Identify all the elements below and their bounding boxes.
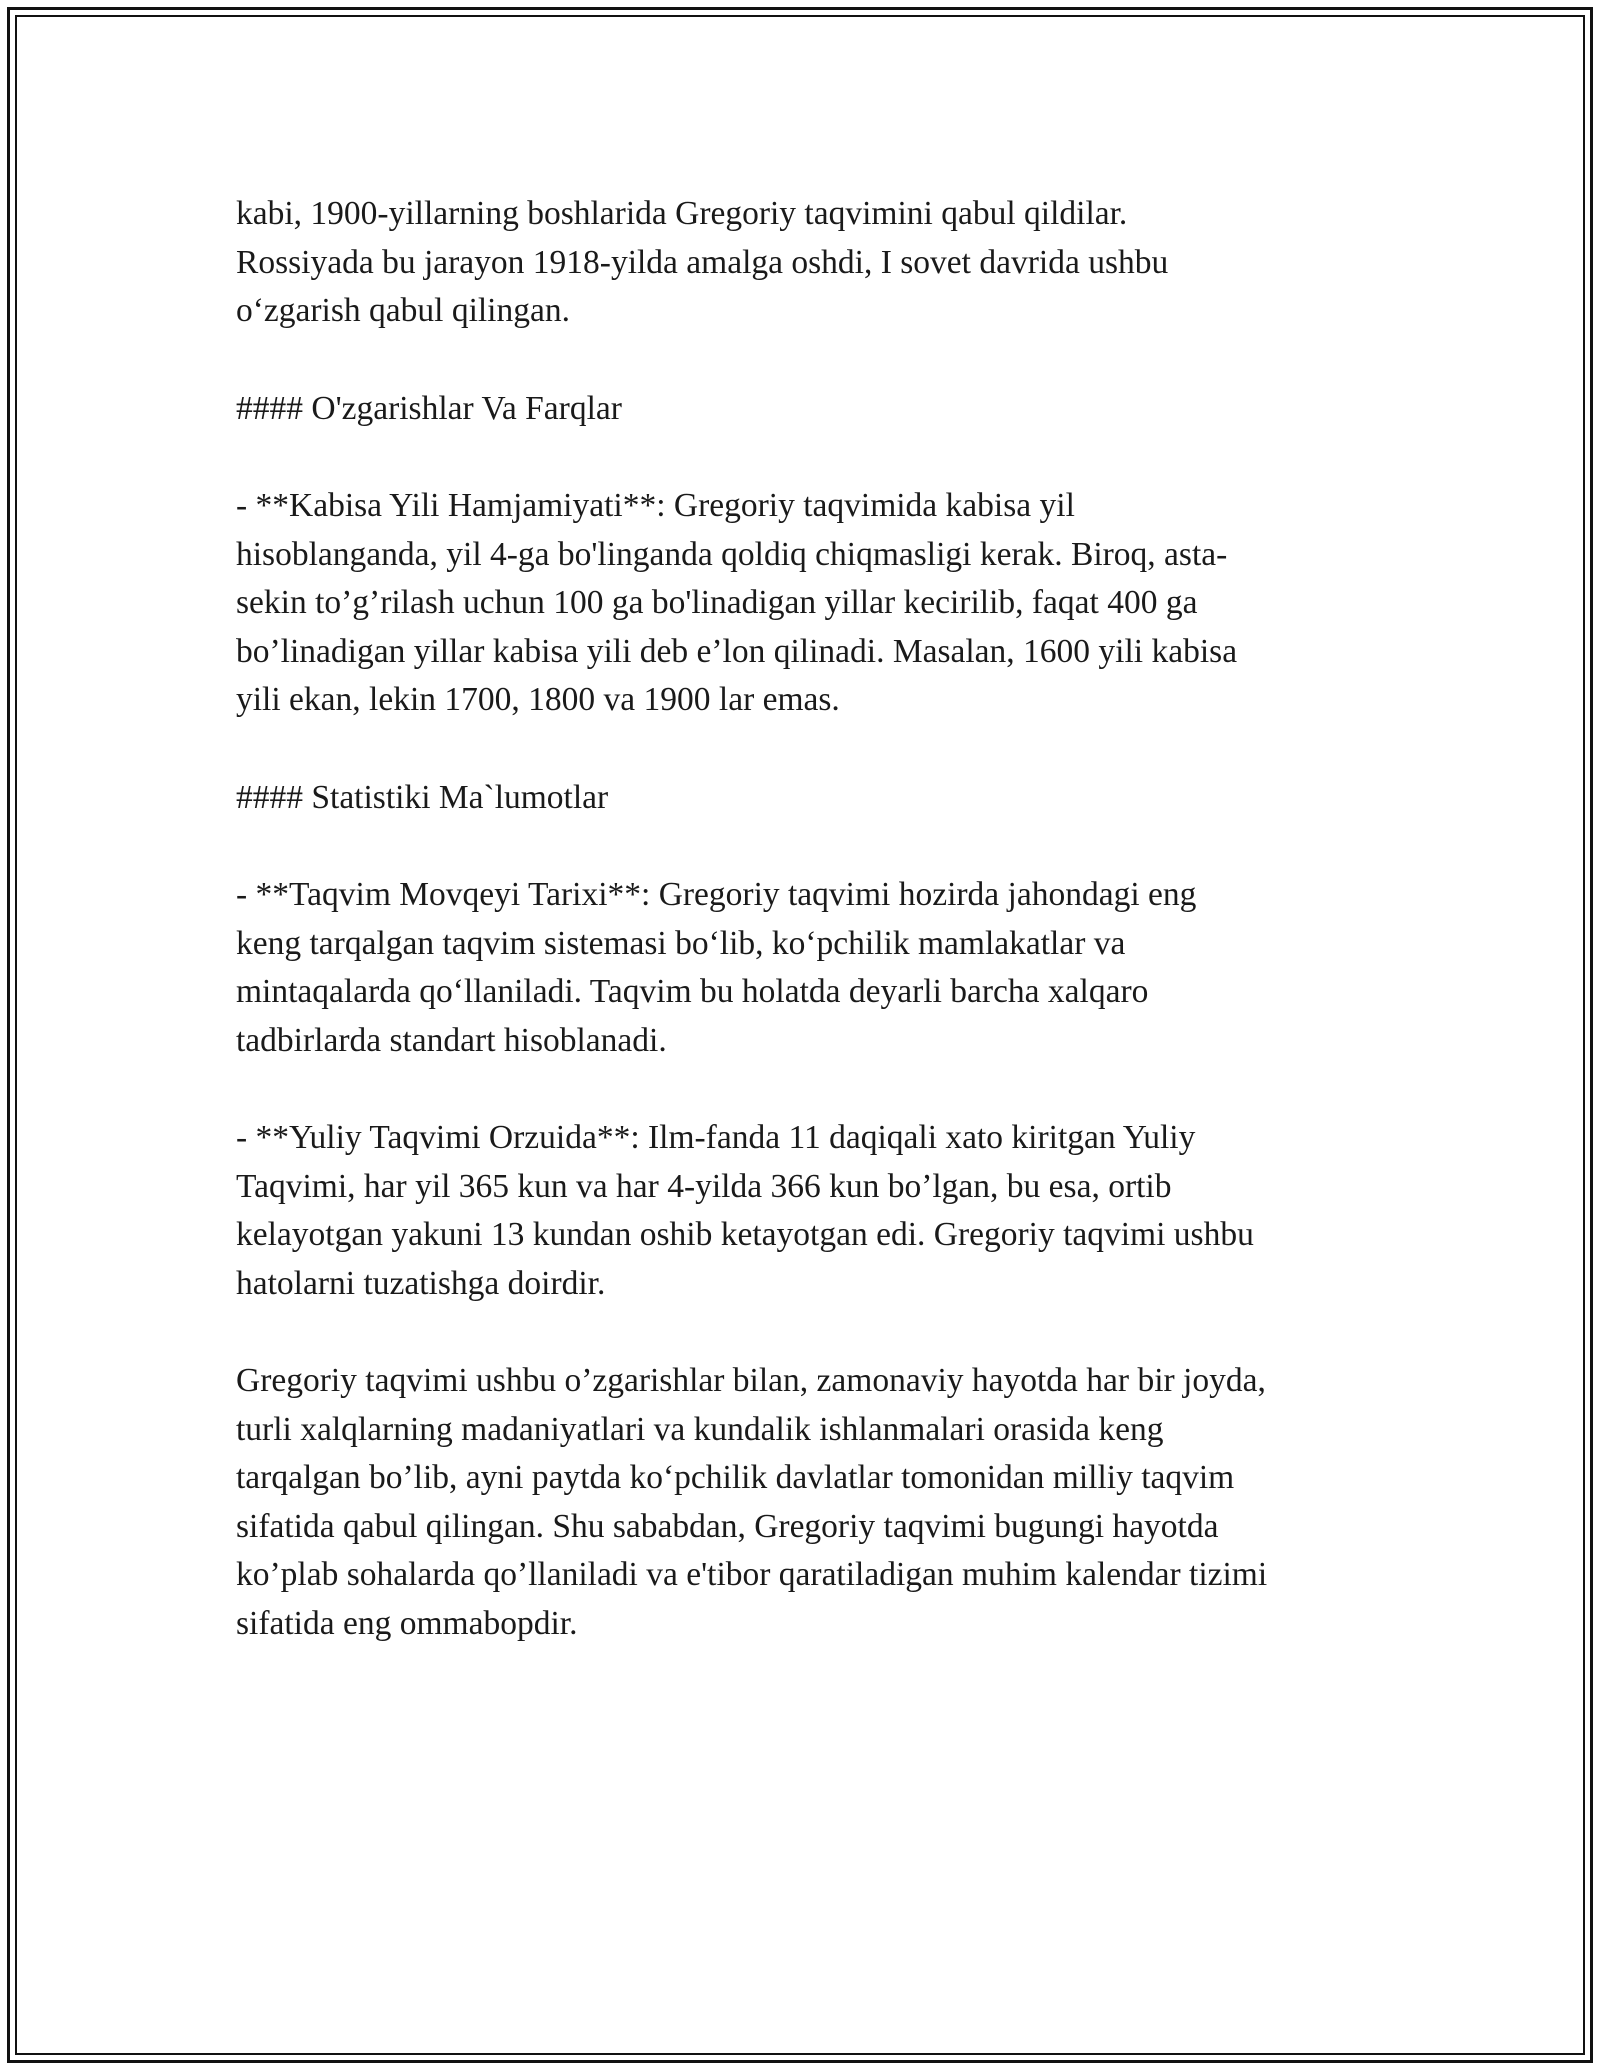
text-line: o‘zgarish qabul qilingan. bbox=[236, 292, 570, 329]
text-line: sekin to’g’rilash uchun 100 ga bo'linadigan yillar kecirilib, faqat 400 ga bbox=[236, 584, 1198, 621]
conclusion-paragraph bbox=[236, 1357, 1366, 1648]
text-line: mintaqalarda qo‘llaniladi. Taqvim bu holatda deyarli barcha xalqaro bbox=[236, 973, 1149, 1010]
text-line: kabi, 1900-yillarning boshlarida Gregoriy taqvimini qabul qildilar. bbox=[236, 195, 1128, 232]
text-line: #### Statistiki Ma`lumotlar bbox=[236, 778, 609, 816]
text-line: Gregoriy taqvimi ushbu o’zgarishlar bilan, zamonaviy hayotda har bir joyda, bbox=[236, 1362, 1266, 1399]
text-line: hisoblanganda, yil 4-ga bo'linganda qoldiq chiqmasligi kerak. Biroq, asta- bbox=[236, 535, 1228, 573]
intro-paragraph bbox=[236, 190, 1366, 336]
heading-statistiki bbox=[236, 774, 1366, 823]
kabisa-paragraph bbox=[236, 482, 1366, 725]
yuliy-taqvimi-paragraph bbox=[236, 1114, 1366, 1308]
text-line: - **Taqvim Movqeyi Tarixi**: Gregoriy taqvimi hozirda jahondagi eng bbox=[236, 876, 1197, 913]
text-line: sifatida eng ommabopdir. bbox=[236, 1604, 578, 1642]
taqvim-movqeyi-paragraph bbox=[236, 871, 1366, 1065]
text-line: yili ekan, lekin 1700, 1800 va 1900 lar emas. bbox=[236, 681, 840, 718]
text-line: - **Kabisa Yili Hamjamiyati**: Gregoriy taqvimida kabisa yil bbox=[236, 487, 1075, 524]
text-line: #### O'zgarishlar Va Farqlar bbox=[236, 389, 622, 427]
text-line: tarqalgan bo’lib, ayni paytda ko‘pchilik davlatlar tomonidan milliy taqvim bbox=[236, 1459, 1235, 1496]
text-line: Rossiyada bu jarayon 1918-yilda amalga oshdi, I sovet davrida ushbu bbox=[236, 243, 1169, 281]
text-line: hatolarni tuzatishga doirdir. bbox=[236, 1264, 606, 1302]
text-line: ko’plab sohalarda qo’llaniladi va e'tibor qaratiladigan muhim kalendar tizimi bbox=[236, 1556, 1268, 1593]
text-line: sifatida qabul qilingan. Shu sababdan, Gregoriy taqvimi bugungi hayotda bbox=[236, 1507, 1219, 1545]
heading-ozgarishlar bbox=[236, 385, 1366, 434]
text-line: tadbirlarda standart hisoblanadi. bbox=[236, 1021, 667, 1059]
text-line: - **Yuliy Taqvimi Orzuida**: Ilm-fanda 11 daqiqali xato kiritgan Yuliy bbox=[236, 1119, 1196, 1156]
text-line: kelayotgan yakuni 13 kundan oshib ketayotgan edi. Gregoriy taqvimi ushbu bbox=[236, 1216, 1254, 1253]
text-line: Taqvimi, har yil 365 kun va har 4-yilda 366 kun bo’lgan, bu esa, ortib bbox=[236, 1167, 1172, 1205]
text-line: bo’linadigan yillar kabisa yili deb e’lon qilinadi. Masalan, 1600 yili kabisa bbox=[236, 632, 1238, 670]
text-line: turli xalqlarning madaniyatlari va kundalik ishlanmalari orasida keng bbox=[236, 1410, 1164, 1448]
text-line: keng tarqalgan taqvim sistemasi bo‘lib, ko‘pchilik mamlakatlar va bbox=[236, 924, 1126, 962]
document-body bbox=[236, 190, 1366, 1697]
